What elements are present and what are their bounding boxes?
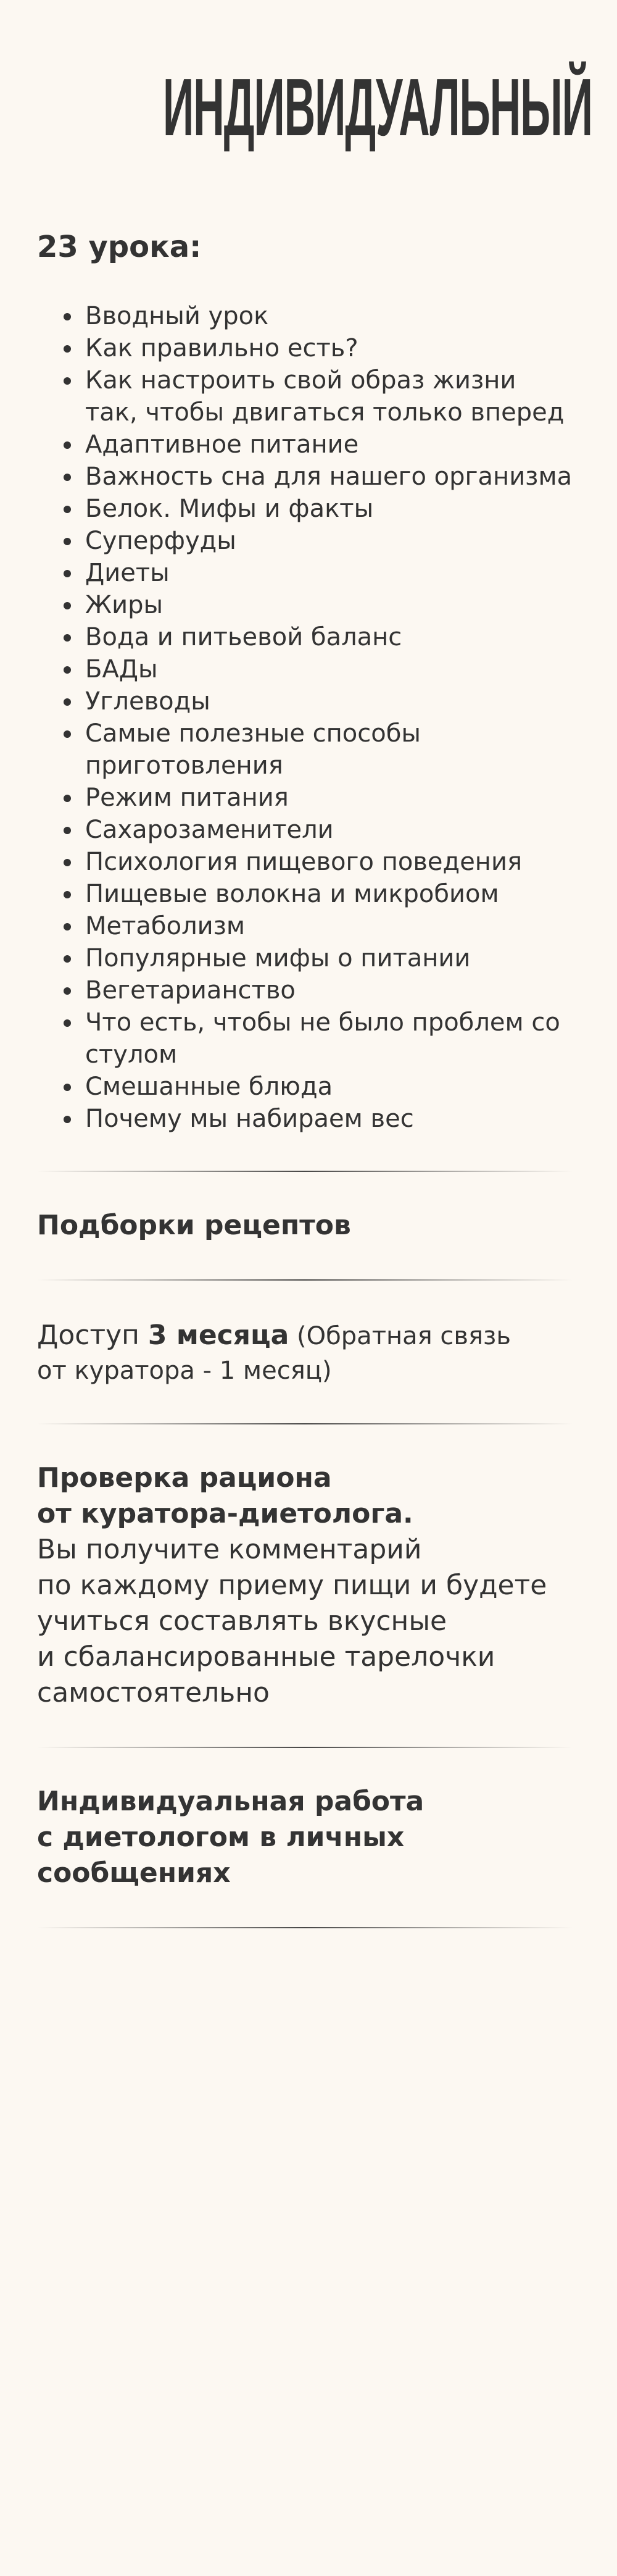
lesson-item: • Почему мы набираем вес: [83, 1103, 573, 1135]
diet-check-title-line2: от куратора-диетолога.: [37, 1497, 413, 1529]
lesson-item: • Вводный урок: [83, 300, 573, 332]
access-duration: 3 месяца: [147, 1319, 289, 1351]
diet-check-title-line1: Проверка рациона: [37, 1462, 332, 1494]
section-divider: [37, 1747, 573, 1748]
lesson-item: • Адаптивное питание: [83, 429, 573, 461]
lesson-item: • Психология пищевого поведения: [83, 846, 573, 878]
recipes-section: [37, 1208, 573, 1244]
lesson-item: • Популярные мифы о питании: [83, 942, 573, 974]
individual-work-line3: сообщениях: [37, 1857, 231, 1889]
lesson-item: • Белок. Мифы и факты: [83, 493, 573, 525]
lesson-item: • Суперфуды: [83, 525, 573, 557]
access-note-start: (Обратная связь: [289, 1321, 511, 1350]
lessons-section: [37, 230, 573, 1135]
lessons-list: [37, 300, 573, 1135]
lesson-item: • Диеты: [83, 557, 573, 589]
access-line: [37, 1318, 573, 1354]
lessons-heading: 23 урока:: [37, 230, 202, 264]
lesson-item: • Метаболизм: [83, 910, 573, 942]
lesson-item: • Вода и питьевой баланс: [83, 621, 573, 653]
lesson-item: • Жиры: [83, 589, 573, 621]
diet-check-desc-line3: учиться составлять вкусные: [37, 1605, 447, 1637]
access-section: [37, 1318, 573, 1387]
lesson-item: • Сахарозаменители: [83, 814, 573, 846]
lesson-item: • Важность сна для нашего организма: [83, 461, 573, 493]
access-note-end: от куратора - 1 месяц): [37, 1356, 332, 1385]
lesson-item: • БАДы: [83, 653, 573, 685]
lesson-item: • Режим питания: [83, 782, 573, 814]
lesson-item: • Пищевые волокна и микробиом: [83, 878, 573, 910]
diet-check-desc-line4: и сбалансированные тарелочки: [37, 1641, 495, 1673]
lesson-item: • Вегетарианство: [83, 974, 573, 1006]
page-title: ИНДИВИДУАЛЬНЫЙ: [162, 62, 592, 153]
lesson-item: • Углеводы: [83, 685, 573, 717]
lesson-item: • Смешанные блюда: [83, 1071, 573, 1103]
section-divider: [37, 1171, 573, 1172]
section-divider: [37, 1927, 573, 1928]
lesson-item: • Что есть, чтобы не было проблем со стулом: [83, 1006, 573, 1071]
lesson-item: • Как настроить свой образ жизни так, чтобы двигаться только вперед: [83, 364, 573, 429]
section-divider: [37, 1279, 573, 1281]
diet-check-desc-line2: по каждому приему пищи и будете: [37, 1569, 547, 1601]
individual-work-line2: с диетологом в личных: [37, 1821, 405, 1853]
diet-check-section: [37, 1460, 573, 1711]
section-divider: [37, 1423, 573, 1424]
individual-work-section: [37, 1784, 573, 1891]
lesson-item: • Как правильно есть?: [83, 332, 573, 364]
lesson-item: • Самые полезные способы приготовления: [83, 717, 573, 782]
diet-check-desc-line1: Вы получите комментарий: [37, 1533, 422, 1565]
individual-work-line1: Индивидуальная работа: [37, 1785, 424, 1817]
recipes-label: Подборки рецептов: [37, 1209, 351, 1241]
diet-check-desc-line5: самостоятельно: [37, 1676, 270, 1708]
access-prefix: Доступ: [37, 1319, 148, 1351]
